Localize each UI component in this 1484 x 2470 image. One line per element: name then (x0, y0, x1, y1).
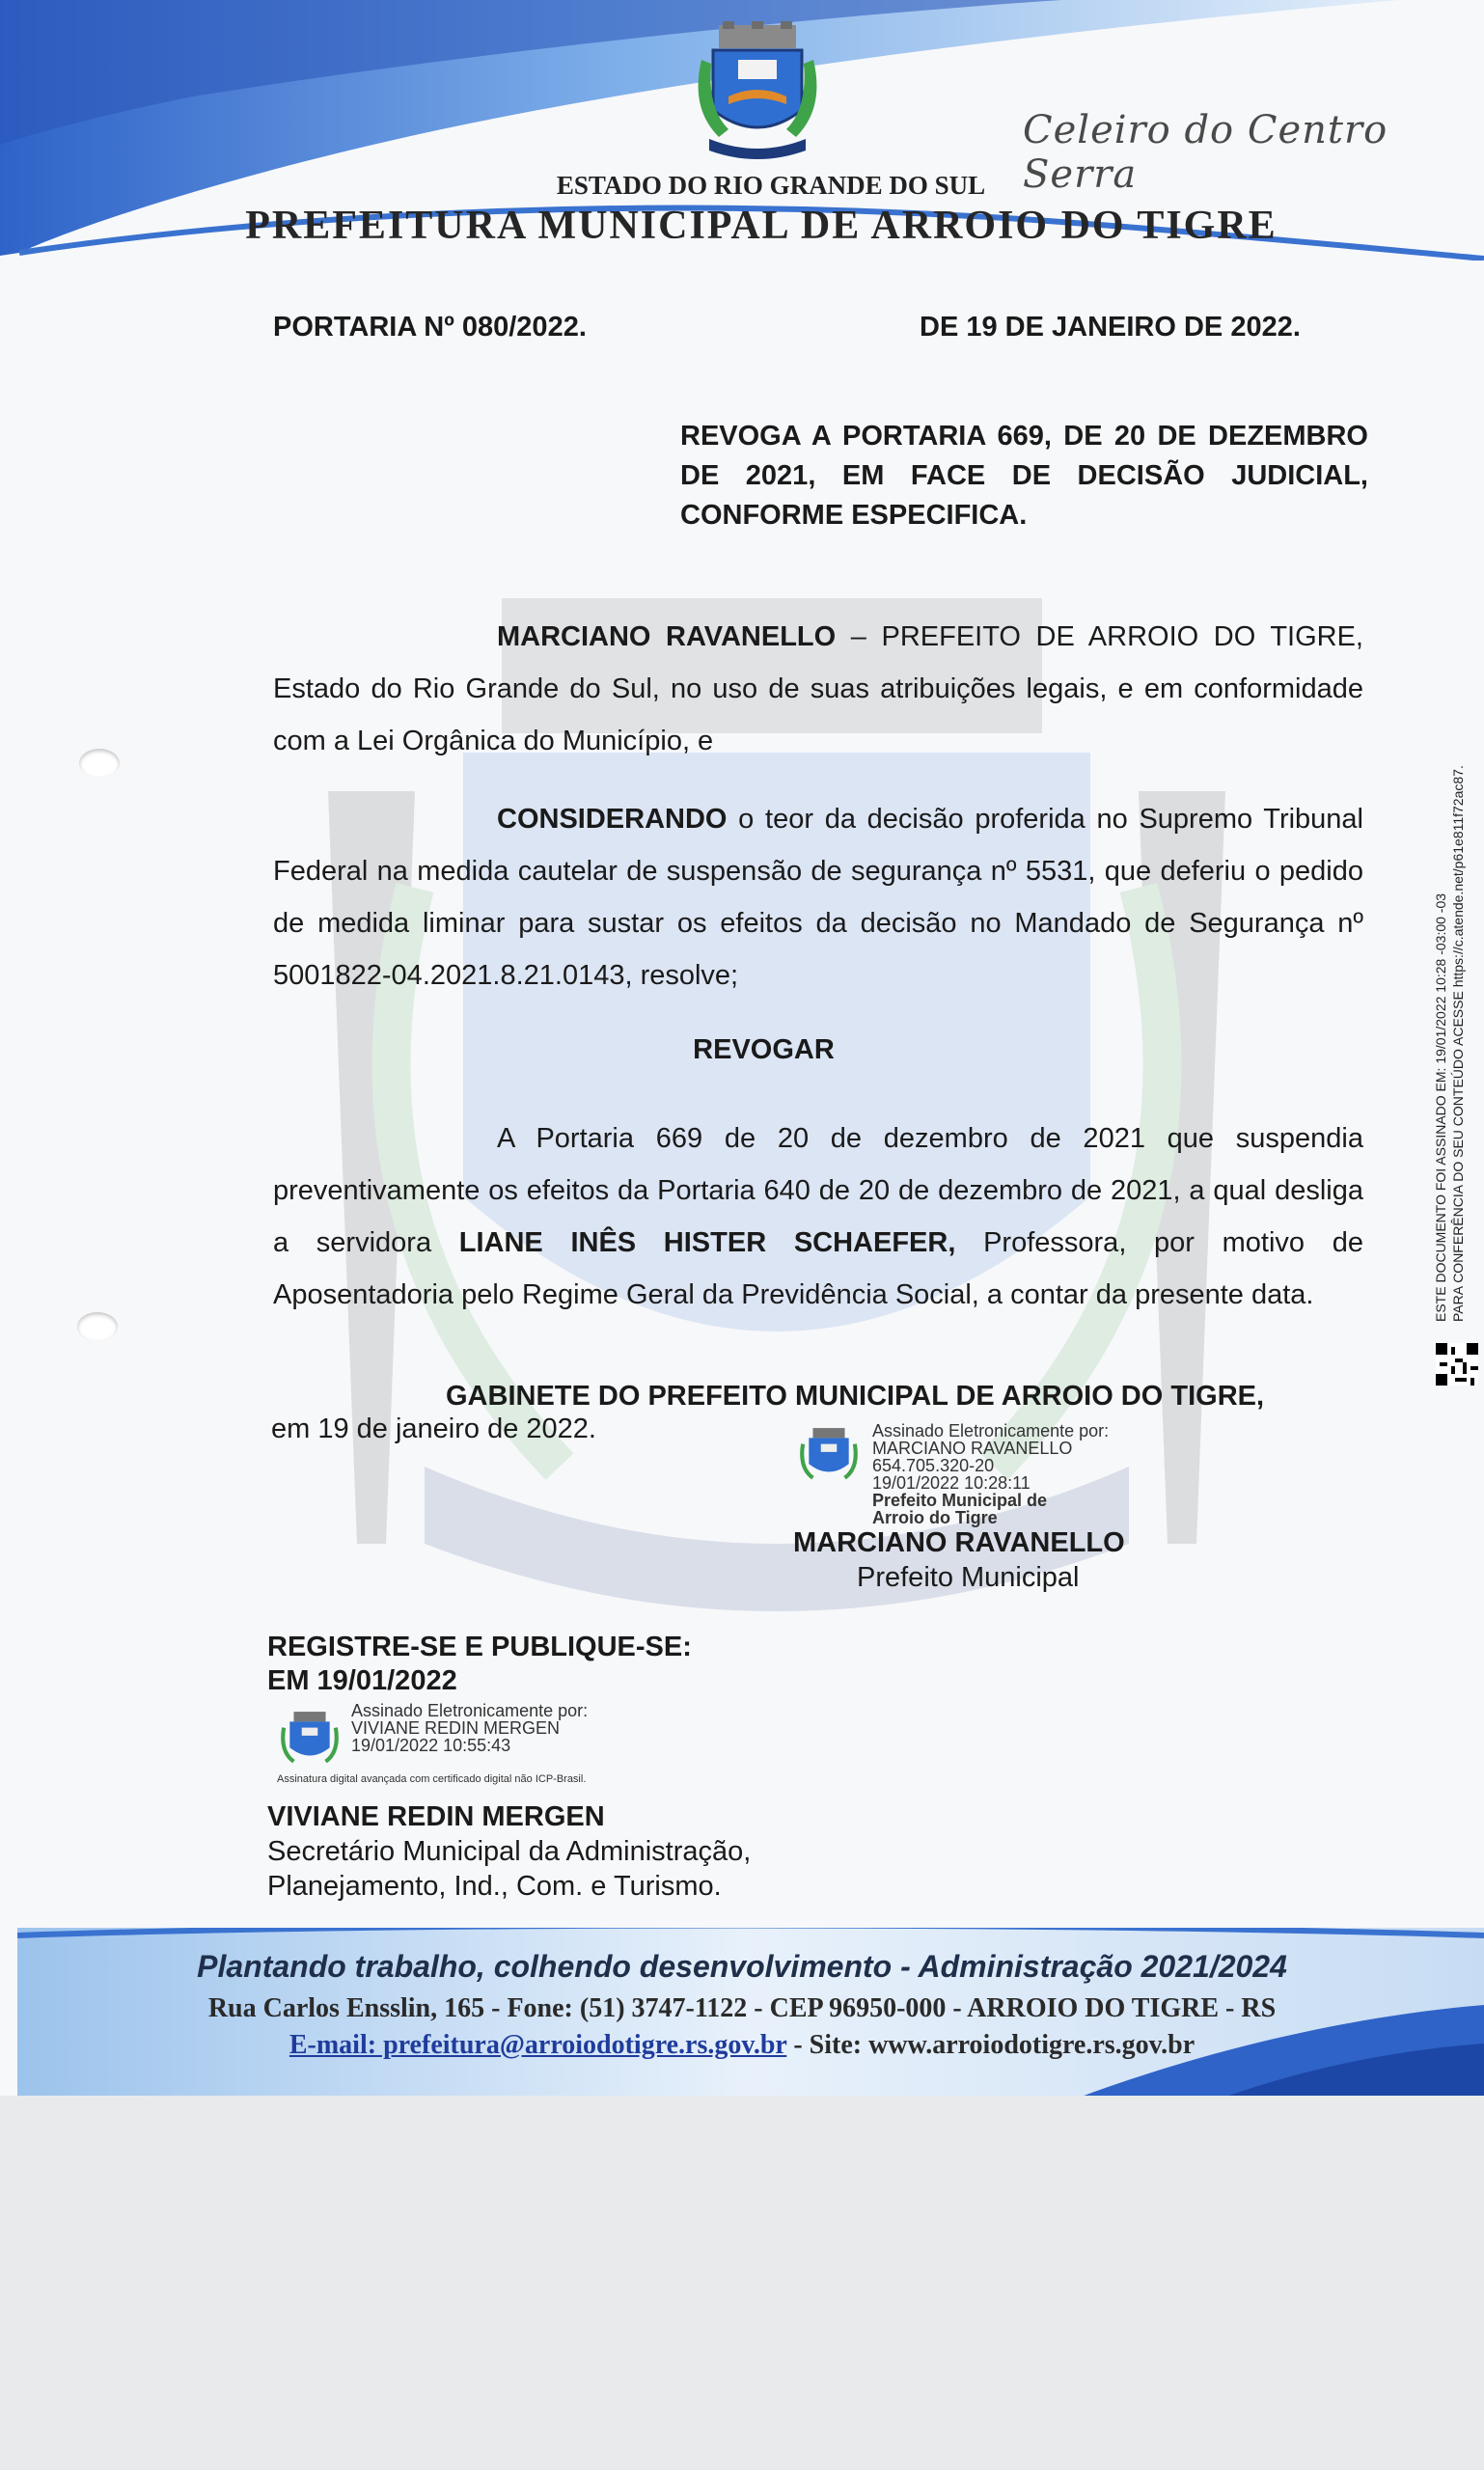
paragraph-revocation (273, 1112, 1363, 1321)
considerando-bold: CONSIDERANDO (497, 804, 728, 835)
sig2-name: VIVIANE REDIN MERGEN (351, 1718, 561, 1738)
verification-side-text (1432, 765, 1467, 1322)
sig1-label: Assinado Eletronicamente por: (872, 1421, 1110, 1441)
sig2-certificate-note: Assinatura digital avançada com certificado digital não ICP-Brasil. (277, 1773, 587, 1785)
page-background (0, 2096, 1484, 2470)
revocation-text-a: A Portaria 669 de 20 de dezembro de 2021 que suspendia preventivamente os efeitos da Portaria 640 de 20 de dezembro de 2021, a qual desliga a servidora (273, 1123, 1363, 1258)
preamble-text: – PREFEITO DE ARROIO DO TIGRE, Estado do Rio Grande do Sul, no uso de suas atribuições legais, e em conformidade com a Lei Orgânica do Município, e (273, 621, 1363, 756)
sig1-name: MARCIANO RAVANELLO (872, 1439, 1073, 1458)
footer-contact (0, 2030, 1484, 2061)
mayor-role: Prefeito Municipal (857, 1562, 1080, 1593)
portaria-date: DE 19 DE JANEIRO DE 2022. (920, 312, 1301, 343)
signature-crest-icon (799, 1426, 859, 1486)
sig2-label: Assinado Eletronicamente por: (351, 1701, 589, 1720)
servidora-name-bold: LIANE INÊS HISTER SCHAEFER, (458, 1227, 956, 1258)
signature-stamp-secretary (351, 1702, 588, 1754)
site-text: - Site: www.arroiodotigre.rs.gov.br (786, 2030, 1195, 2060)
email-link[interactable]: E-mail: prefeitura@arroiodotigre.rs.gov.br (289, 2030, 787, 2060)
sig1-datetime: 19/01/2022 10:28:11 (872, 1473, 1031, 1493)
state-name: ESTADO DO RIO GRANDE DO SUL (556, 171, 986, 200)
paragraph-preamble (273, 611, 1363, 767)
revocation-text-b: Professora, por motivo de Aposentadoria pelo Regime Geral da Previdência Social, a contar da presente data. (273, 1227, 1363, 1310)
footer-slogan: Plantando trabalho, colhendo desenvolvimento - Administração 2021/2024 (197, 1949, 1287, 1984)
signature-stamp-mayor (872, 1422, 1109, 1526)
portaria-number: PORTARIA Nº 080/2022. (273, 312, 587, 343)
municipal-crest-icon (690, 21, 825, 166)
secretary-role-2: Planejamento, Ind., Com. e Turismo. (267, 1871, 722, 1902)
registre-publique: REGISTRE-SE E PUBLIQUE-SE: (267, 1632, 692, 1662)
mayor-name: MARCIANO RAVANELLO (793, 1527, 1125, 1558)
gabinete-date: em 19 de janeiro de 2022. (271, 1413, 596, 1444)
paragraph-considerando (273, 793, 1363, 1002)
sig1-cpf: 654.705.320-20 (872, 1456, 995, 1475)
mayor-name-bold: MARCIANO RAVANELLO (497, 621, 837, 652)
revogar-heading: REVOGAR (693, 1034, 835, 1065)
sig1-role-a: Prefeito Municipal de (872, 1491, 1048, 1510)
secretary-role-1: Secretário Municipal da Administração, (267, 1836, 752, 1867)
gabinete-line: GABINETE DO PREFEITO MUNICIPAL DE ARROIO DO TIGRE, (446, 1381, 1265, 1412)
prefeitura-title: PREFEITURA MUNICIPAL DE ARROIO DO TIGRE (245, 204, 1278, 248)
verification-line-2: PARA CONFERÊNCIA DO SEU CONTEÚDO ACESSE https://c.atende.net/p61e811f72ac87. (1450, 765, 1466, 1322)
verification-line-1: ESTE DOCUMENTO FOI ASSINADO EM: 19/01/2022 10:28 -03:00 -03 (1433, 892, 1448, 1322)
motto-script: Celeiro do Centro Serra (1023, 108, 1388, 197)
secretary-name: VIVIANE REDIN MERGEN (267, 1801, 605, 1832)
sig2-datetime: 19/01/2022 10:55:43 (351, 1736, 511, 1755)
punch-hole (77, 1312, 118, 1341)
sig1-role-b: Arroio do Tigre (872, 1508, 998, 1527)
considerando-text: o teor da decisão proferida no Supremo Tribunal Federal na medida cautelar de suspensão de segurança nº 5531, que deferiu o pedido de medida liminar para sustar os efeitos da decisão no Mandado de Segurança nº 5001822-04.2021.8.21.0143, resolve; (273, 804, 1363, 991)
qr-code-icon[interactable] (1436, 1343, 1478, 1386)
signature-crest-icon (280, 1710, 340, 1770)
footer-address: Rua Carlos Ensslin, 165 - Fone: (51) 3747-1122 - CEP 96950-000 - ARROIO DO TIGRE - RS (207, 1993, 1277, 2023)
punch-hole (79, 749, 120, 778)
registre-date: EM 19/01/2022 (267, 1665, 457, 1696)
ementa: REVOGA A PORTARIA 669, DE 20 DE DEZEMBRO DE 2021, EM FACE DE DECISÃO JUDICIAL, CONFORME ESPECIFICA. (680, 421, 1368, 531)
